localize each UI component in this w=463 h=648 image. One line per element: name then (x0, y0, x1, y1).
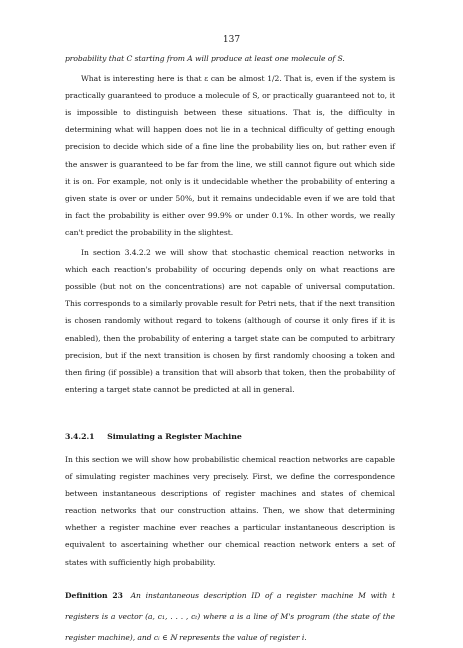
lead-paragraph: probability that C starting from A will produce at least one molecule of S. (65, 54, 345, 63)
definition-label: Definition 23 (65, 590, 123, 600)
page-number: 137 (222, 35, 241, 45)
paragraph-section-3-4-2-2: In section 3.4.2.2 we will show that stochastic chemical reaction networks in which each reaction's probability of occuring depends only on what reactions are possible (but not on the concentrations) are not capable of universal computation. This corresponds to a similarly provable result for Petri nets, that if the next transition is chosen randomly without regard to tokens (although of course it only fires if it is enabled), then the probability of entering a target state can be computed to arbitrary precision, but if the next transition is chosen by first randomly choosing a token and then firing (if possible) a transition that will absorb that token, then the probability of entering a target state cannot be predicted at all in general. (65, 248, 395, 394)
definition-23 (65, 585, 395, 648)
page-body (65, 50, 395, 648)
paragraph-epsilon: What is interesting here is that ε can be almost 1/2. That is, even if the system is practically guaranteed to produce a molecule of S, or practically guaranteed not to, it is impossible to distinguish between these situations. That is, the difficulty in determining what will happen does not lie in a technical difficulty of getting enough precision to decide which side of a fine line the probability lies on, but rather even if the answer is guaranteed to be far from the line, we still cannot figure out which side it is on. For example, not only is it undecidable whether the probability of entering a given state is over or under 50%, but it remains undecidable even if we are told that in fact the probability is either over 99.9% or under 0.1%. In other words, we really can't predict the probability in the slightest. (65, 74, 395, 237)
subsection-title: Simulating a Register Machine (107, 431, 242, 441)
paragraph-register-machine: In this section we will show how probabilistic chemical reaction networks are capable of simulating register machines very precisely. First, we define the correspondence between instantaneous descriptions of register machines and states of chemical reaction networks that our construction attains. Then, we show that determining whether a register machine ever reaches a particular instantaneous description is equivalent to ascertaining whether our chemical reaction network enters a set of states with sufficiently high probability. (65, 454, 395, 567)
subsection-number: 3.4.2.1 (65, 431, 95, 441)
subsection-heading (65, 428, 395, 445)
definition-text: An instantaneous description ID of a register machine M with t registers is a vector (a, c₁, . . . , cₜ) where a is a line of M's program (the state of the register machine), and cᵢ ∈ ℕ represents the value of register i. (65, 590, 395, 642)
